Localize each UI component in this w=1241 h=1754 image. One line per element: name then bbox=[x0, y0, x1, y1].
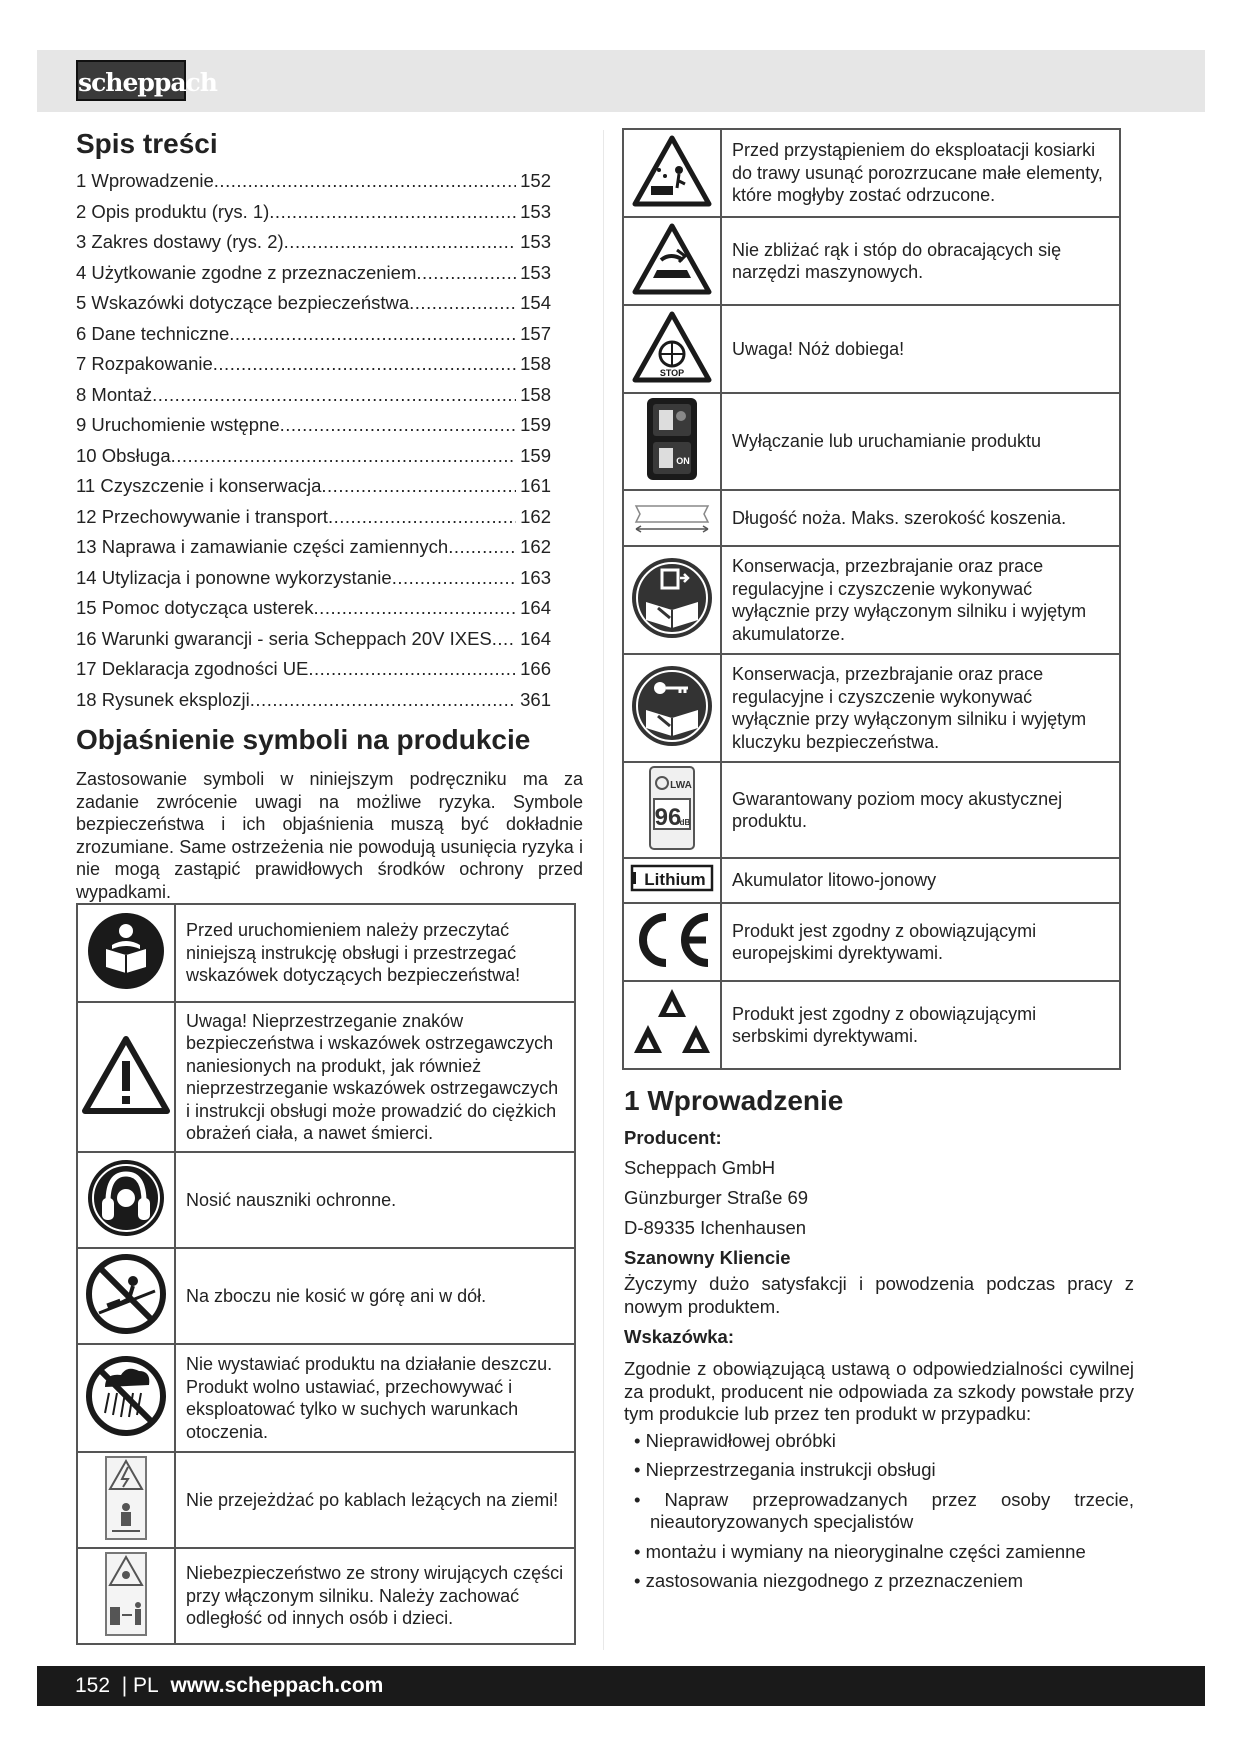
brand-logo: scheppach bbox=[76, 60, 186, 101]
toc-dot-leader bbox=[416, 258, 516, 289]
maintenance-remove-key-icon bbox=[630, 664, 714, 753]
blade-run-down-icon bbox=[631, 310, 713, 389]
no-slope-mowing-icon bbox=[85, 1253, 167, 1340]
symbol-row bbox=[623, 762, 1120, 858]
toc-dot-leader bbox=[409, 288, 516, 319]
toc-entry-page: 157 bbox=[520, 322, 551, 344]
toc-dot-leader bbox=[392, 563, 516, 594]
list-item: • Nieprawidłowej obróbki bbox=[624, 1430, 1134, 1453]
symbol-icon-cell bbox=[623, 129, 721, 217]
footer-url[interactable]: www.scheppach.com bbox=[170, 1674, 384, 1697]
thrown-objects-icon bbox=[631, 134, 713, 213]
symbol-row bbox=[77, 904, 575, 1002]
no-rain-icon bbox=[85, 1355, 167, 1442]
svg-text:ON: ON bbox=[676, 456, 690, 466]
toc-entry[interactable] bbox=[76, 685, 551, 716]
symbols-title: Objaśnienie symboli na produkcie bbox=[76, 724, 531, 755]
toc-dot-leader bbox=[308, 654, 516, 685]
symbol-row bbox=[623, 490, 1120, 546]
symbol-row bbox=[623, 858, 1120, 903]
toc-dot-leader bbox=[284, 227, 516, 258]
toc-entry-page: 161 bbox=[520, 475, 551, 496]
list-item: • montażu i wymiany na nieoryginalne części zamienne bbox=[624, 1541, 1134, 1564]
customer-text: Życzymy dużo satysfakcji i powodzenia podczas pracy z nowym produktem. bbox=[624, 1273, 1134, 1317]
symbol-icon-cell bbox=[77, 1248, 175, 1344]
symbols-intro: Zastosowanie symboli w niniejszym podręczniku ma za zadanie zwrócenie uwagi na możliwe ryzyka. Symbole bezpieczeństwa i ich objaśnienia muszą być dokładnie zrozumiane. Same ostrzeżenia nie powodują usunięcia ryzyka i nie mogą zastąpić prawidłowych środków ochrony przed wypadkami. bbox=[76, 769, 583, 902]
symbol-icon-cell bbox=[623, 903, 721, 981]
toc-entry[interactable] bbox=[76, 380, 551, 411]
lithium-icon bbox=[630, 862, 714, 899]
toc-dot-leader bbox=[269, 197, 516, 228]
toc-dot-leader bbox=[328, 502, 516, 533]
symbol-description: Przed uruchomieniem należy przeczytać niniejszą instrukcję obsługi i przestrzegać wskazówek dotyczących bezpieczeństwa! bbox=[175, 904, 575, 1002]
note-text: Zgodnie z obowiązującą ustawą o odpowiedzialności cywilnej za produkt, producent nie odpowiada za szkody powstałe przy tym produkcie lub przez ten produkt w przypadku: bbox=[624, 1358, 1134, 1424]
symbol-row bbox=[77, 1344, 575, 1452]
toc-entry[interactable] bbox=[76, 471, 551, 502]
toc-entry[interactable] bbox=[76, 532, 551, 563]
symbol-description: Nie zbliżać rąk i stóp do obracających się narzędzi maszynowych. bbox=[721, 217, 1120, 305]
toc-entry-page: 153 bbox=[520, 231, 551, 252]
svg-text:Lithium: Lithium bbox=[644, 870, 706, 889]
symbol-icon-cell bbox=[623, 546, 721, 654]
svg-text:dB: dB bbox=[679, 817, 691, 827]
column-divider bbox=[603, 130, 604, 1650]
toc-entry[interactable] bbox=[76, 197, 551, 228]
ear-protection-icon bbox=[86, 1158, 166, 1243]
toc-entry-label: 2 Opis produktu (rys. 1) bbox=[76, 200, 270, 222]
toc-dot-leader bbox=[213, 349, 516, 380]
toc-entry-page: 159 bbox=[520, 444, 551, 466]
toc-entry-label: 3 Zakres dostawy (rys. 2) bbox=[76, 231, 284, 252]
svg-text:STOP: STOP bbox=[659, 367, 685, 378]
keep-hands-feet-away-icon bbox=[631, 222, 713, 301]
producer-line: D-89335 Ichenhausen bbox=[624, 1217, 807, 1238]
symbol-row bbox=[623, 654, 1120, 762]
toc-dot-leader bbox=[250, 685, 516, 716]
toc-entry[interactable] bbox=[76, 654, 551, 685]
toc-entry-page: 153 bbox=[520, 200, 551, 222]
symbol-icon-cell bbox=[77, 1002, 175, 1152]
symbol-description: Nosić nauszniki ochronne. bbox=[175, 1152, 575, 1248]
symbol-description: Długość noża. Maks. szerokość koszenia. bbox=[721, 490, 1120, 546]
toc-entry-page: 158 bbox=[520, 383, 551, 405]
symbol-row bbox=[623, 305, 1120, 393]
toc-title: Spis treści bbox=[76, 128, 218, 159]
toc-entry[interactable] bbox=[76, 441, 551, 472]
symbol-row bbox=[77, 1002, 575, 1152]
blade-width-icon bbox=[632, 496, 712, 541]
symbol-row bbox=[77, 1452, 575, 1548]
symbol-icon-cell bbox=[623, 217, 721, 305]
symbol-icon-cell bbox=[623, 762, 721, 858]
symbol-description: Gwarantowany poziom mocy akustycznej produktu. bbox=[721, 762, 1120, 858]
toc-entry-page: 361 bbox=[520, 688, 551, 710]
symbol-description: Uwaga! Nieprzestrzeganie znaków bezpieczeństwa i wskazówek ostrzegawczych naniesionych na produkt, jak również nieprzestrzeganie wskazówek ostrzegawczych i instrukcji obsługi może prowadzić do ciężkich obrażeń ciała, a nawet śmierci. bbox=[175, 1002, 575, 1152]
customer-label: Szanowny Kliencie bbox=[624, 1247, 791, 1268]
symbol-description: Przed przystąpieniem do eksploatacji kosiarki do trawy usunąć porozrzucane małe elementy, które mogłyby zostać odrzucone. bbox=[721, 129, 1120, 217]
footer-language: PL bbox=[133, 1674, 159, 1697]
toc-entry-label: 11 Czyszczenie i konserwacja bbox=[76, 475, 322, 496]
symbol-icon-cell bbox=[77, 1452, 175, 1548]
ce-mark-icon bbox=[630, 909, 714, 976]
toc-entry-label: 13 Naprawa i zamawianie części zamiennych bbox=[76, 536, 449, 557]
read-manual-icon bbox=[86, 911, 166, 996]
toc-entry[interactable] bbox=[76, 410, 551, 441]
symbol-description: Akumulator litowo-jonowy bbox=[721, 858, 1120, 903]
producer-label: Producent: bbox=[624, 1127, 722, 1148]
intro-title: 1 Wprowadzenie bbox=[624, 1085, 844, 1116]
rotating-parts-distance-icon bbox=[104, 1551, 148, 1642]
serbian-conformity-icon bbox=[630, 985, 714, 1066]
symbol-description: Konserwacja, przezbrajanie oraz prace regulacyjne i czyszczenie wykonywać wyłącznie przy wyłączonym silniku i wyjętym akumulatorze. bbox=[721, 546, 1120, 654]
list-item: • zastosowania niezgodnego z przeznaczeniem bbox=[624, 1570, 1134, 1593]
symbol-description: Produkt jest zgodny z obowiązującymi serbskimi dyrektywami. bbox=[721, 981, 1120, 1069]
toc-entry-page: 162 bbox=[520, 505, 551, 527]
toc-entry[interactable] bbox=[76, 258, 551, 289]
toc-entry[interactable] bbox=[76, 624, 551, 655]
producer-line: Scheppach GmbH bbox=[624, 1157, 776, 1178]
toc-entry-label: 8 Montaż bbox=[76, 383, 153, 405]
toc-dot-leader bbox=[171, 441, 517, 472]
toc-entry-label: 14 Utylizacja i ponowne wykorzystanie bbox=[76, 566, 392, 588]
toc-entry[interactable] bbox=[76, 227, 551, 258]
toc-dot-leader bbox=[214, 166, 516, 197]
toc-dot-leader bbox=[152, 380, 516, 411]
symbol-icon-cell bbox=[623, 305, 721, 393]
toc-entry[interactable] bbox=[76, 593, 551, 624]
symbol-row bbox=[623, 903, 1120, 981]
toc-dot-leader bbox=[229, 319, 516, 350]
toc-entry-label: 18 Rysunek eksplozji bbox=[76, 688, 250, 710]
toc-entry[interactable] bbox=[76, 288, 551, 319]
toc-entry-page: 162 bbox=[520, 536, 551, 557]
toc-entry-label: 15 Pomoc dotycząca usterek bbox=[76, 597, 314, 618]
toc-entry[interactable] bbox=[76, 349, 551, 380]
symbol-row bbox=[623, 981, 1120, 1069]
toc-entry-label: 4 Użytkowanie zgodne z przeznaczeniem bbox=[76, 261, 417, 283]
footer-bar bbox=[37, 1666, 1205, 1706]
toc-entry-label: 1 Wprowadzenie bbox=[76, 170, 214, 191]
symbols-table-left bbox=[76, 903, 576, 1645]
symbol-description: Nie wystawiać produktu na działanie deszczu. Produkt wolno ustawiać, przechowywać i eksploatować tylko w suchych warunkach otoczenia. bbox=[175, 1344, 575, 1452]
symbol-row bbox=[77, 1152, 575, 1248]
toc-entry-page: 164 bbox=[520, 627, 551, 649]
symbol-row bbox=[623, 129, 1120, 217]
toc-entry-label: 16 Warunki gwarancji - seria Scheppach 20V IXES bbox=[76, 627, 492, 649]
symbol-description: Niebezpieczeństwo ze strony wirujących części przy włączonym silniku. Należy zachować odległość od innych osób i dzieci. bbox=[175, 1548, 575, 1644]
liability-list bbox=[624, 1430, 1134, 1593]
cable-hazard-icon bbox=[104, 1455, 148, 1546]
toc-entry-page: 154 bbox=[520, 292, 551, 313]
symbol-icon-cell bbox=[623, 654, 721, 762]
symbol-icon-cell bbox=[623, 393, 721, 490]
footer-separator: | bbox=[115, 1674, 134, 1697]
toc-entry-page: 163 bbox=[520, 566, 551, 588]
symbol-icon-cell bbox=[623, 981, 721, 1069]
toc-entry-page: 164 bbox=[520, 597, 551, 618]
symbol-description: Wyłączanie lub uruchamianie produktu bbox=[721, 393, 1120, 490]
table-of-contents bbox=[76, 166, 551, 715]
toc-entry-label: 17 Deklaracja zgodności UE bbox=[76, 658, 309, 679]
symbol-icon-cell bbox=[623, 858, 721, 903]
toc-dot-leader bbox=[280, 410, 517, 441]
warning-triangle-icon bbox=[81, 1035, 171, 1120]
symbol-icon-cell bbox=[77, 1344, 175, 1452]
symbol-row bbox=[77, 1548, 575, 1644]
svg-text:96: 96 bbox=[654, 803, 682, 831]
toc-entry-label: 5 Wskazówki dotyczące bezpieczeństwa bbox=[76, 292, 410, 313]
symbol-icon-cell bbox=[623, 490, 721, 546]
toc-entry-page: 152 bbox=[520, 170, 551, 191]
toc-entry-page: 153 bbox=[520, 261, 551, 283]
toc-dot-leader bbox=[321, 471, 516, 502]
symbol-row bbox=[623, 546, 1120, 654]
toc-entry-page: 166 bbox=[520, 658, 551, 679]
toc-entry-page: 159 bbox=[520, 414, 551, 435]
symbol-icon-cell bbox=[77, 1548, 175, 1644]
toc-entry-label: 12 Przechowywanie i transport bbox=[76, 505, 328, 527]
symbol-description: Konserwacja, przezbrajanie oraz prace regulacyjne i czyszczenie wykonywać wyłącznie przy wyłączonym silniku i wyjętym kluczyku bezpieczeństwa. bbox=[721, 654, 1120, 762]
toc-entry[interactable] bbox=[76, 563, 551, 594]
symbol-description: Produkt jest zgodny z obowiązującymi europejskimi dyrektywami. bbox=[721, 903, 1120, 981]
producer-line: Günzburger Straße 69 bbox=[624, 1187, 809, 1208]
list-item: • Napraw przeprowadzanych przez osoby trzecie, nieautoryzowanych specjalistów bbox=[624, 1489, 1134, 1534]
symbol-row bbox=[77, 1248, 575, 1344]
symbol-description: Na zboczu nie kosić w górę ani w dół. bbox=[175, 1248, 575, 1344]
toc-entry-label: 9 Uruchomienie wstępne bbox=[76, 414, 280, 435]
symbol-description: Uwaga! Nóż dobiega! bbox=[721, 305, 1120, 393]
on-off-switch-icon bbox=[645, 396, 699, 487]
toc-dot-leader bbox=[448, 532, 516, 563]
svg-text:LWA: LWA bbox=[670, 779, 692, 791]
symbols-table-right bbox=[622, 128, 1121, 1070]
symbol-description: Nie przejeżdżać po kablach leżących na ziemi! bbox=[175, 1452, 575, 1548]
toc-entry-label: 10 Obsługa bbox=[76, 444, 171, 466]
toc-dot-leader bbox=[492, 624, 516, 655]
toc-entry-label: 6 Dane techniczne bbox=[76, 322, 230, 344]
sound-power-icon bbox=[648, 765, 696, 856]
list-item: • Nieprzestrzegania instrukcji obsługi bbox=[624, 1459, 1134, 1482]
symbol-icon-cell bbox=[77, 904, 175, 1002]
toc-dot-leader bbox=[314, 593, 517, 624]
symbol-row bbox=[623, 393, 1120, 490]
symbol-icon-cell bbox=[77, 1152, 175, 1248]
footer-page-number: 152 bbox=[75, 1674, 111, 1697]
intro-section bbox=[624, 1085, 1134, 1600]
note-label: Wskazówka: bbox=[624, 1326, 735, 1347]
maintenance-remove-battery-icon bbox=[630, 556, 714, 645]
toc-entry[interactable] bbox=[76, 166, 551, 197]
toc-entry-page: 158 bbox=[520, 353, 551, 374]
toc-entry-label: 7 Rozpakowanie bbox=[76, 353, 213, 374]
symbol-row bbox=[623, 217, 1120, 305]
toc-entry[interactable] bbox=[76, 502, 551, 533]
toc-entry[interactable] bbox=[76, 319, 551, 350]
